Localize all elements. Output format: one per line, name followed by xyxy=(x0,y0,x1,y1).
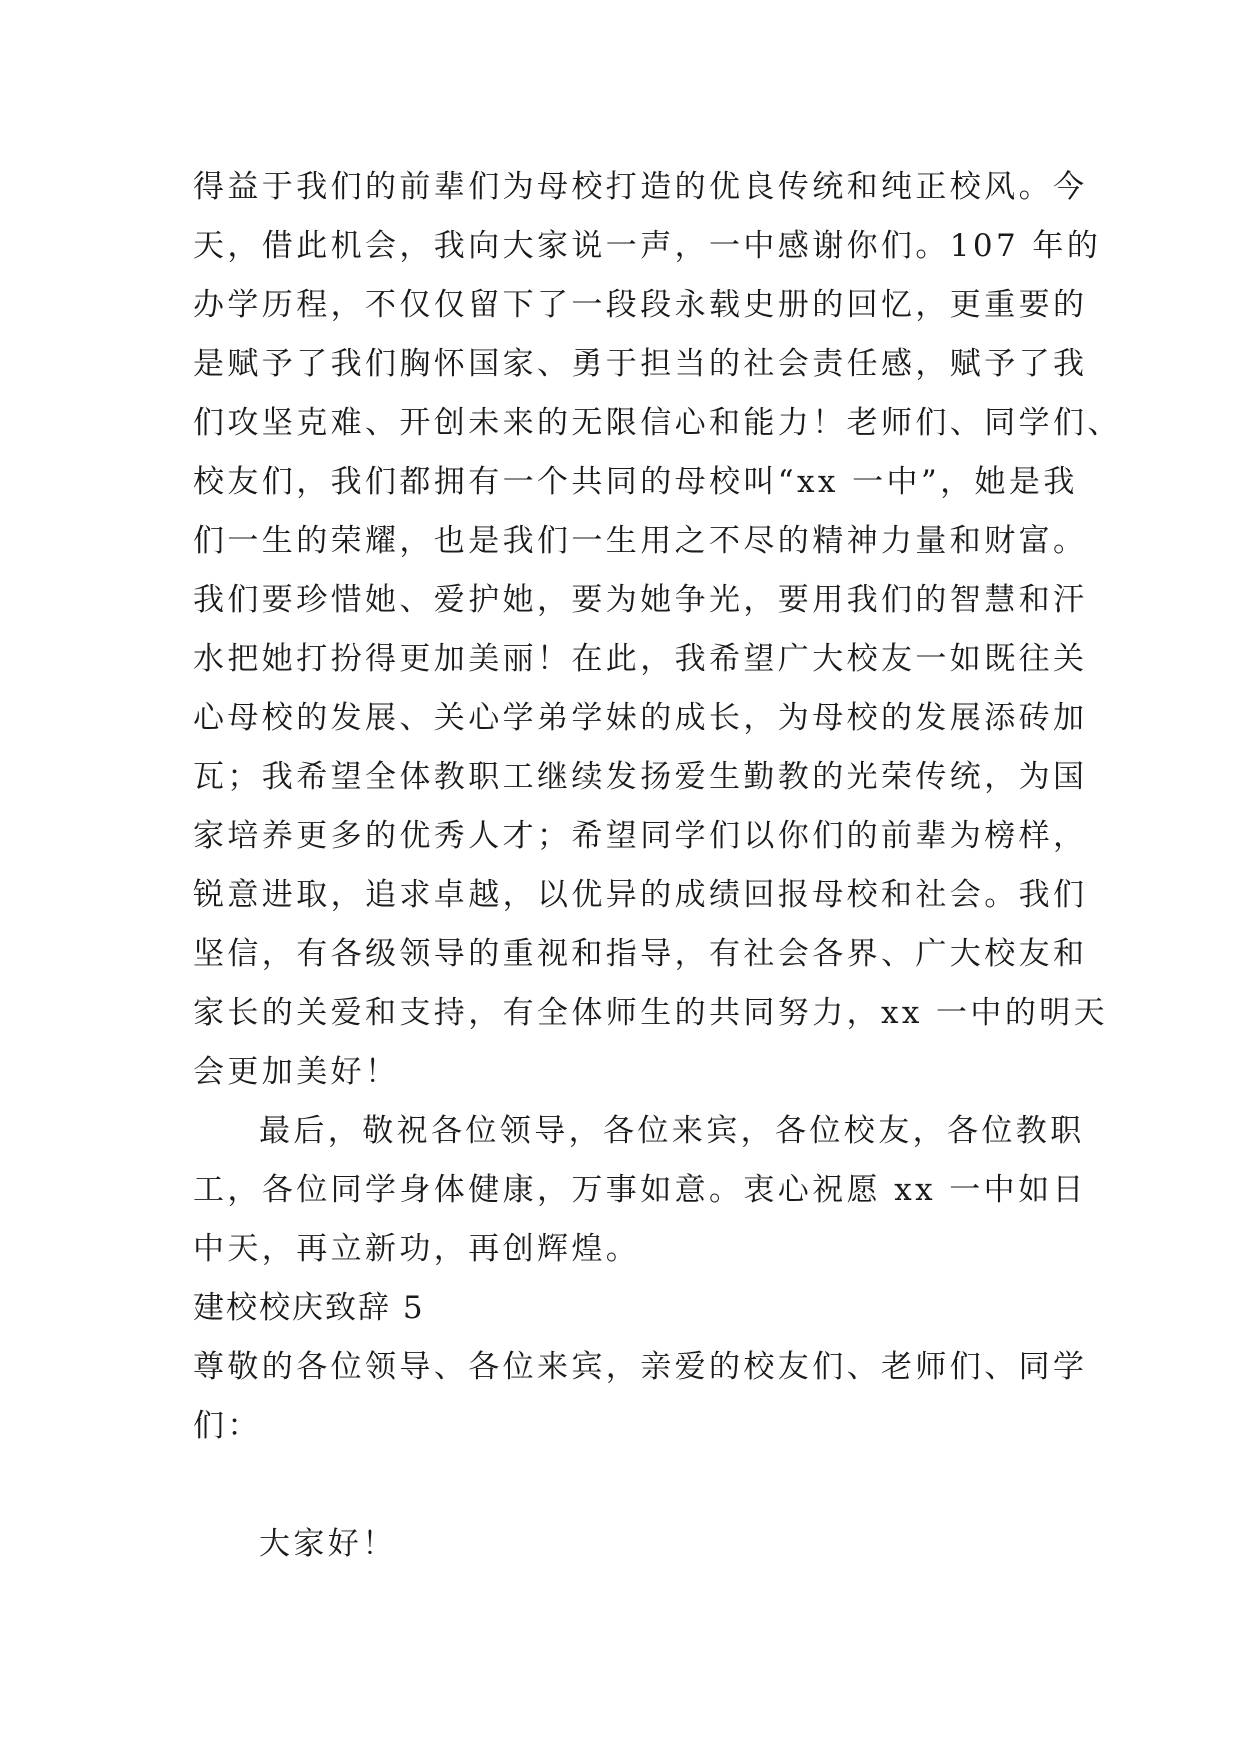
text-line: 水把她打扮得更加美丽！在此，我希望广大校友一如既往关 xyxy=(193,641,1088,677)
text-line: 们一生的荣耀，也是我们一生用之不尽的精神力量和财富。 xyxy=(193,523,1088,559)
text-line: 得益于我们的前辈们为母校打造的优良传统和纯正校风。今 xyxy=(193,169,1088,205)
text-line: 我们要珍惜她、爱护她，要为她争光，要用我们的智慧和汗 xyxy=(193,582,1088,618)
text-line: 家长的关爱和支持，有全体师生的共同努力，xx 一中的明天 xyxy=(193,995,1109,1031)
text-line: 工，各位同学身体健康，万事如意。衷心祝愿 xx 一中如日 xyxy=(193,1172,1087,1208)
document-body xyxy=(193,158,1122,1574)
text-line: 瓦；我希望全体教职工继续发扬爱生勤教的光荣传统，为国 xyxy=(193,759,1088,795)
text-line: 家培养更多的优秀人才；希望同学们以你们的前辈为榜样， xyxy=(193,818,1088,854)
salutation xyxy=(193,1338,1088,1456)
text-line: 中天，再立新功，再创辉煌。 xyxy=(193,1231,641,1267)
greeting: 大家好！ xyxy=(259,1526,397,1562)
text-line: 是赋予了我们胸怀国家、勇于担当的社会责任感，赋予了我 xyxy=(193,346,1088,382)
section-heading: 建校校庆致辞 5 xyxy=(193,1290,425,1326)
text-line: 坚信，有各级领导的重视和指导，有社会各界、广大校友和 xyxy=(193,936,1088,972)
text-line: 天，借此机会，我向大家说一声，一中感谢你们。107 年的 xyxy=(193,228,1102,264)
text-line: 们攻坚克难、开创未来的无限信心和能力！老师们、同学们、 xyxy=(193,405,1122,441)
text-line: 心母校的发展、关心学弟学妹的成长，为母校的发展添砖加 xyxy=(193,700,1088,736)
text-line: 校友们，我们都拥有一个共同的母校叫“xx 一中”，她是我 xyxy=(193,464,1078,500)
text-line: 尊敬的各位领导、各位来宾，亲爱的校友们、老师们、同学 xyxy=(193,1349,1088,1385)
text-line: 办学历程，不仅仅留下了一段段永载史册的回忆，更重要的 xyxy=(193,287,1088,323)
text-line: 们： xyxy=(193,1408,262,1444)
text-line: 会更加美好！ xyxy=(193,1054,400,1090)
blank-line xyxy=(193,1456,1073,1515)
paragraph-closing-remarks xyxy=(193,158,1122,1102)
text-line: 最后，敬祝各位领导，各位来宾，各位校友，各位教职 xyxy=(259,1113,1085,1149)
paragraph-blessings xyxy=(193,1102,1087,1279)
text-line: 锐意进取，追求卓越，以优异的成绩回报母校和社会。我们 xyxy=(193,877,1088,913)
